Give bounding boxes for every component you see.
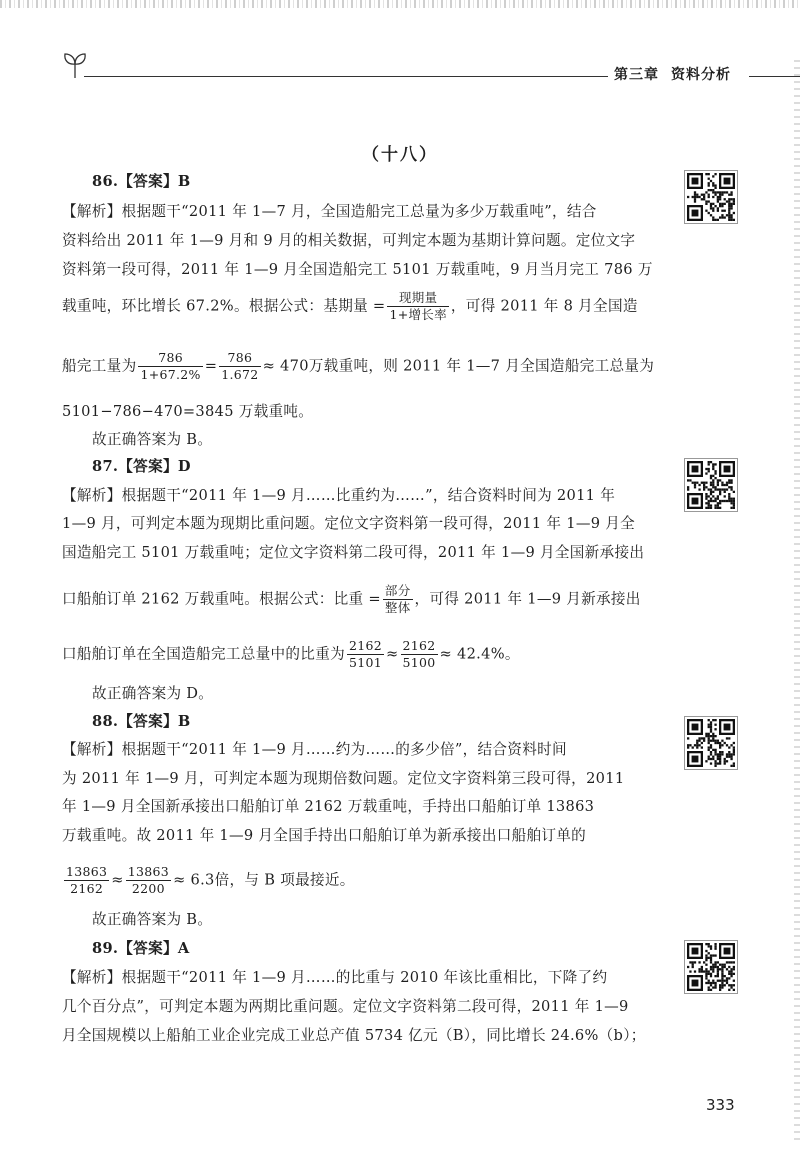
page-number: 333 [706,1096,735,1114]
denominator: 5100 [402,655,436,670]
q89-line1: 【解析】根据题干“2011 年 1—9 月……的比重与 2010 年该比重相比，下降了约 [62,969,608,986]
q86-line5 [62,350,662,383]
denominator: 2162 [70,881,104,896]
q87-answer: 87.【答案】D [92,458,191,475]
chapter-label: 第三章 [614,67,659,83]
fraction [138,350,202,383]
qr-code-icon[interactable] [684,170,738,224]
numerator: 现期量 [387,290,448,307]
q86-answer: 86.【答案】B [92,173,191,190]
fraction [64,864,109,897]
q88-line4: 万载重吨。故 2011 年 1—9 月全国手持出口船舶订单为新承接出口船舶订单的 [62,827,587,844]
qr-code-icon[interactable] [684,716,738,770]
denominator: 1+67.2% [140,367,201,382]
q87-line4-tail: ，可得 2011 年 1—9 月新承接出 [414,590,641,608]
qr-code-icon[interactable] [684,940,738,994]
numerator: 786 [138,350,202,367]
fraction [347,638,384,671]
q88-line3: 年 1—9 月全国新承接出口船舶订单 2162 万载重吨，手持出口船舶订单 13863 [62,798,595,815]
numerator: 13863 [127,864,170,879]
numerator: 部分 [384,583,411,598]
q87-line2: 1—9 月，可判定本题为现期比重问题。定位文字资料第一段可得，2011 年 1—9 月全 [62,515,636,532]
q86-line1: 【解析】根据题干“2011 年 1—7 月，全国造船完工总量为多少万载重吨”，结合 [62,203,597,220]
q87-conclusion: 故正确答案为 D。 [92,685,214,702]
approx-sign: ≈ [111,871,124,889]
q89-answer: 89.【答案】A [92,940,190,957]
q86-line5-tail: ≈ 470万载重吨，则 2011 年 1—7 月全国造船完工总量为 [262,357,655,375]
q87-line4 [62,583,662,616]
formula-fraction [387,290,448,323]
section-title: （十八） [362,145,438,165]
numerator: 786 [219,350,260,367]
formula-fraction [383,583,413,616]
q87-line5 [62,638,662,671]
denominator: 2200 [131,881,165,896]
q88-answer: 88.【答案】B [92,713,191,730]
q88-line5 [62,864,662,897]
fraction [401,638,438,671]
q86-line3: 资料第一段可得，2011 年 1—9 月全国造船完工 5101 万载重吨，9 月当月完工 786 万 [62,261,653,278]
q87-line4-text: 口船舶订单 2162 万载重吨。根据公式：比重 = [62,590,381,608]
q89-line2: 几个百分点”，可判定本题为两期比重问题。定位文字资料第二段可得，2011 年 1—9 [62,998,629,1015]
numerator: 2162 [402,638,436,653]
scan-edge-top [0,0,800,8]
q88-line2: 为 2011 年 1—9 月，可判定本题为现期倍数问题。定位文字资料第三段可得，2011 [62,770,625,787]
q88-line5-tail: ≈ 6.3倍，与 B 项最接近。 [173,871,355,889]
q86-line4 [62,290,662,323]
q88-conclusion: 故正确答案为 B。 [92,911,213,928]
numerator: 13863 [66,864,108,879]
q86-line4-tail: ，可得 2011 年 8 月全国造 [450,297,638,315]
section-label: 资料分析 [671,67,731,83]
q87-line5-text: 口船舶订单在全国造船完工总量中的比重为 [62,645,345,663]
fraction [219,350,260,383]
chapter-heading [608,64,749,84]
denominator: 5101 [348,655,382,670]
q86-line6: 5101−786−470=3845 万载重吨。 [62,403,314,420]
denominator: 整体 [384,600,411,615]
q86-conclusion: 故正确答案为 B。 [92,431,213,448]
scan-edge-right [794,60,800,1140]
q87-line3: 国造船完工 5101 万载重吨；定位文字资料第二段可得，2011 年 1—9 月全国新承接出 [62,544,645,561]
equals-sign: = [204,357,218,375]
q87-line5-tail: ≈ 42.4%。 [439,645,520,663]
q86-line2: 资料给出 2011 年 1—9 月和 9 月的相关数据，可判定本题为基期计算问题。定位文字 [62,232,636,249]
q89-line3: 月全国规模以上船舶工业企业完成工业总产值 5734 亿元（B），同比增长 24.6%（b）； [62,1027,646,1044]
denominator: 1.672 [221,367,259,382]
qr-code-icon[interactable] [684,458,738,512]
approx-sign: ≈ [386,645,399,663]
q86-line5-text: 船完工量为 [62,357,137,375]
numerator: 2162 [348,638,382,653]
fraction [126,864,171,897]
q87-line1: 【解析】根据题干“2011 年 1—9 月……比重约为……”，结合资料时间为 2011 年 [62,487,616,504]
denominator: 1+增长率 [389,307,447,322]
q86-line4-text: 载重吨，环比增长 67.2%。根据公式：基期量 = [62,297,386,315]
q88-line1: 【解析】根据题干“2011 年 1—9 月……约为……的多少倍”，结合资料时间 [62,741,567,758]
header-rule-left [84,76,656,77]
running-header [62,52,800,92]
